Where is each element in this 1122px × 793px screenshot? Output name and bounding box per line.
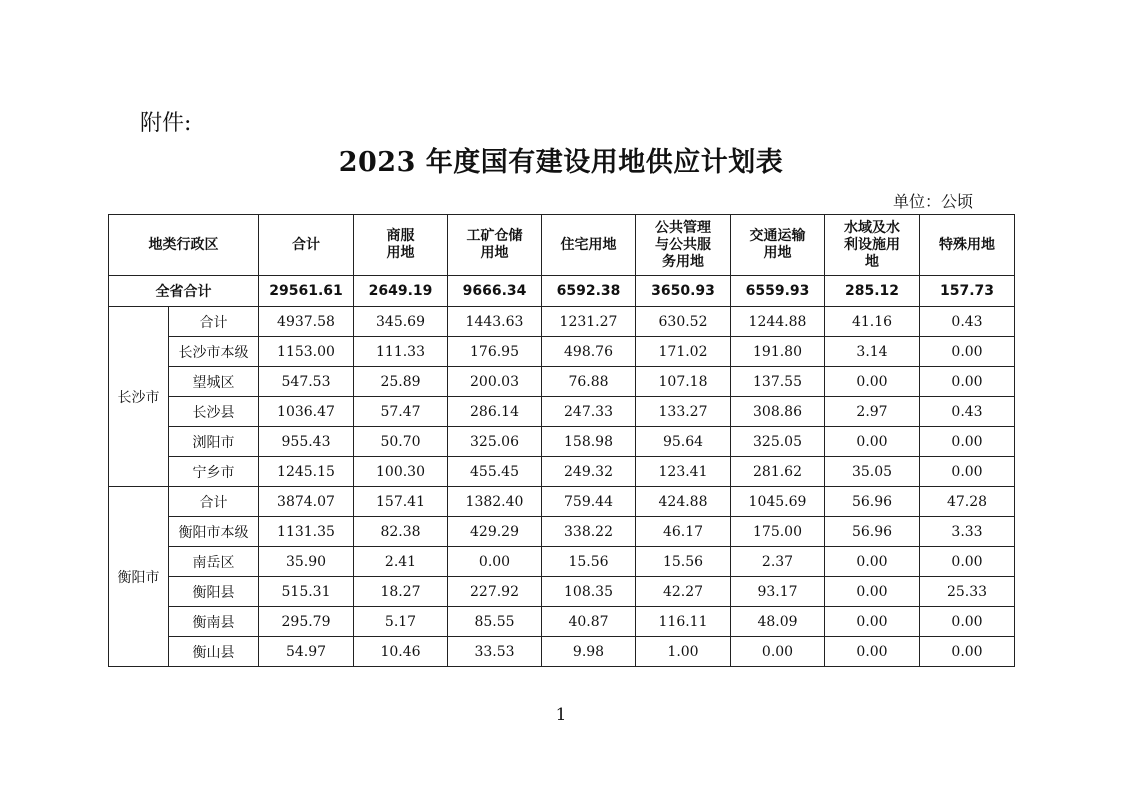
table-cell: 42.27 xyxy=(636,577,731,607)
table-cell: 759.44 xyxy=(542,487,636,517)
district-cell: 衡南县 xyxy=(169,607,259,637)
table-cell: 0.00 xyxy=(825,607,920,637)
table-row xyxy=(109,487,1015,517)
table-cell: 547.53 xyxy=(259,367,354,397)
table-cell: 0.43 xyxy=(920,307,1015,337)
district-cell: 合计 xyxy=(169,487,259,517)
table-cell: 57.47 xyxy=(354,397,448,427)
table-cell: 2649.19 xyxy=(354,276,448,307)
table-cell: 1443.63 xyxy=(448,307,542,337)
table-cell: 0.00 xyxy=(825,577,920,607)
table-cell: 157.41 xyxy=(354,487,448,517)
header-cell: 合计 xyxy=(259,215,354,276)
attachment-label: 附件: xyxy=(140,111,192,136)
province-total-row xyxy=(109,276,1015,307)
city-cell: 衡阳市 xyxy=(109,487,169,667)
table-cell: 515.31 xyxy=(259,577,354,607)
table-row xyxy=(109,397,1015,427)
district-cell: 南岳区 xyxy=(169,547,259,577)
table-cell: 3.33 xyxy=(920,517,1015,547)
table-row xyxy=(109,607,1015,637)
header-cell: 水域及水 利设施用 地 xyxy=(825,215,920,276)
table-cell: 175.00 xyxy=(731,517,825,547)
table-cell: 176.95 xyxy=(448,337,542,367)
table-cell: 25.33 xyxy=(920,577,1015,607)
table-cell: 6559.93 xyxy=(731,276,825,307)
table-cell: 5.17 xyxy=(354,607,448,637)
table-cell: 18.27 xyxy=(354,577,448,607)
table-cell: 325.05 xyxy=(731,427,825,457)
table-cell: 15.56 xyxy=(542,547,636,577)
table-cell: 0.00 xyxy=(920,457,1015,487)
table-cell: 6592.38 xyxy=(542,276,636,307)
page-number: 1 xyxy=(555,705,567,725)
table-cell: 955.43 xyxy=(259,427,354,457)
table-cell: 54.97 xyxy=(259,637,354,667)
table-cell: 286.14 xyxy=(448,397,542,427)
table-cell: 2.41 xyxy=(354,547,448,577)
table-cell: 15.56 xyxy=(636,547,731,577)
table-cell: 107.18 xyxy=(636,367,731,397)
table-cell: 48.09 xyxy=(731,607,825,637)
table-cell: 345.69 xyxy=(354,307,448,337)
table-cell: 157.73 xyxy=(920,276,1015,307)
table-cell: 29561.61 xyxy=(259,276,354,307)
table-cell: 0.00 xyxy=(920,547,1015,577)
table-cell: 40.87 xyxy=(542,607,636,637)
table-cell: 0.00 xyxy=(825,547,920,577)
table-cell: 1153.00 xyxy=(259,337,354,367)
table-cell: 0.43 xyxy=(920,397,1015,427)
table-cell: 325.06 xyxy=(448,427,542,457)
table-cell: 295.79 xyxy=(259,607,354,637)
table-cell: 3874.07 xyxy=(259,487,354,517)
table-cell: 全省合计 xyxy=(109,276,259,307)
district-cell: 衡阳县 xyxy=(169,577,259,607)
table-cell: 227.92 xyxy=(448,577,542,607)
table-cell: 33.53 xyxy=(448,637,542,667)
table-cell: 0.00 xyxy=(920,367,1015,397)
table-cell: 35.05 xyxy=(825,457,920,487)
table-cell: 133.27 xyxy=(636,397,731,427)
table-cell: 285.12 xyxy=(825,276,920,307)
table-cell: 137.55 xyxy=(731,367,825,397)
table-cell: 158.98 xyxy=(542,427,636,457)
table-cell: 2.97 xyxy=(825,397,920,427)
table-cell: 0.00 xyxy=(825,367,920,397)
city-cell: 长沙市 xyxy=(109,307,169,487)
table-cell: 50.70 xyxy=(354,427,448,457)
table-cell: 111.33 xyxy=(354,337,448,367)
header-cell: 地类行政区 xyxy=(109,215,259,276)
table-cell: 123.41 xyxy=(636,457,731,487)
table-cell: 116.11 xyxy=(636,607,731,637)
table-cell: 46.17 xyxy=(636,517,731,547)
header-cell: 公共管理 与公共服 务用地 xyxy=(636,215,731,276)
table-cell: 1245.15 xyxy=(259,457,354,487)
table-cell: 0.00 xyxy=(920,607,1015,637)
table-cell: 429.29 xyxy=(448,517,542,547)
table-cell: 56.96 xyxy=(825,487,920,517)
table-cell: 338.22 xyxy=(542,517,636,547)
table-row xyxy=(109,307,1015,337)
table-cell: 1045.69 xyxy=(731,487,825,517)
table-cell: 10.46 xyxy=(354,637,448,667)
table-row xyxy=(109,577,1015,607)
table-cell: 93.17 xyxy=(731,577,825,607)
table-cell: 82.38 xyxy=(354,517,448,547)
table-row xyxy=(109,457,1015,487)
header-row xyxy=(109,215,1015,276)
header-cell: 工矿仓储 用地 xyxy=(448,215,542,276)
district-cell: 长沙县 xyxy=(169,397,259,427)
header-cell: 特殊用地 xyxy=(920,215,1015,276)
table-row xyxy=(109,637,1015,667)
table-cell: 56.96 xyxy=(825,517,920,547)
table-cell: 2.37 xyxy=(731,547,825,577)
table-cell: 76.88 xyxy=(542,367,636,397)
header-cell: 住宅用地 xyxy=(542,215,636,276)
table-cell: 9.98 xyxy=(542,637,636,667)
table-cell: 0.00 xyxy=(825,637,920,667)
district-cell: 浏阳市 xyxy=(169,427,259,457)
district-cell: 宁乡市 xyxy=(169,457,259,487)
table-cell: 249.32 xyxy=(542,457,636,487)
land-supply-table xyxy=(108,214,1015,667)
table-cell: 3650.93 xyxy=(636,276,731,307)
table-cell: 1131.35 xyxy=(259,517,354,547)
table-cell: 108.35 xyxy=(542,577,636,607)
table-row xyxy=(109,367,1015,397)
table-cell: 0.00 xyxy=(920,337,1015,367)
table-cell: 0.00 xyxy=(731,637,825,667)
table-cell: 35.90 xyxy=(259,547,354,577)
table-cell: 1.00 xyxy=(636,637,731,667)
table-cell: 630.52 xyxy=(636,307,731,337)
table-cell: 4937.58 xyxy=(259,307,354,337)
table-cell: 281.62 xyxy=(731,457,825,487)
district-cell: 衡山县 xyxy=(169,637,259,667)
table-cell: 247.33 xyxy=(542,397,636,427)
table-cell: 0.00 xyxy=(920,637,1015,667)
table-cell: 95.64 xyxy=(636,427,731,457)
unit-label: 单位：公顷 xyxy=(893,192,974,211)
table-cell: 41.16 xyxy=(825,307,920,337)
table-row xyxy=(109,337,1015,367)
header-cell: 交通运输 用地 xyxy=(731,215,825,276)
table-cell: 171.02 xyxy=(636,337,731,367)
document-title: 2023 年度国有建设用地供应计划表 xyxy=(338,147,784,178)
table-row xyxy=(109,427,1015,457)
table-cell: 200.03 xyxy=(448,367,542,397)
table-cell: 100.30 xyxy=(354,457,448,487)
table-cell: 455.45 xyxy=(448,457,542,487)
district-cell: 合计 xyxy=(169,307,259,337)
table-cell: 9666.34 xyxy=(448,276,542,307)
district-cell: 望城区 xyxy=(169,367,259,397)
table-cell: 85.55 xyxy=(448,607,542,637)
table-cell: 191.80 xyxy=(731,337,825,367)
table-cell: 25.89 xyxy=(354,367,448,397)
table-cell: 308.86 xyxy=(731,397,825,427)
table-cell: 47.28 xyxy=(920,487,1015,517)
table-cell: 0.00 xyxy=(825,427,920,457)
table-cell: 1382.40 xyxy=(448,487,542,517)
table-cell: 1244.88 xyxy=(731,307,825,337)
table-cell: 0.00 xyxy=(920,427,1015,457)
table-row xyxy=(109,547,1015,577)
district-cell: 衡阳市本级 xyxy=(169,517,259,547)
header-cell: 商服 用地 xyxy=(354,215,448,276)
table-cell: 1231.27 xyxy=(542,307,636,337)
table-cell: 0.00 xyxy=(448,547,542,577)
table-cell: 3.14 xyxy=(825,337,920,367)
table-cell: 424.88 xyxy=(636,487,731,517)
table-cell: 1036.47 xyxy=(259,397,354,427)
table-row xyxy=(109,517,1015,547)
district-cell: 长沙市本级 xyxy=(169,337,259,367)
table-cell: 498.76 xyxy=(542,337,636,367)
